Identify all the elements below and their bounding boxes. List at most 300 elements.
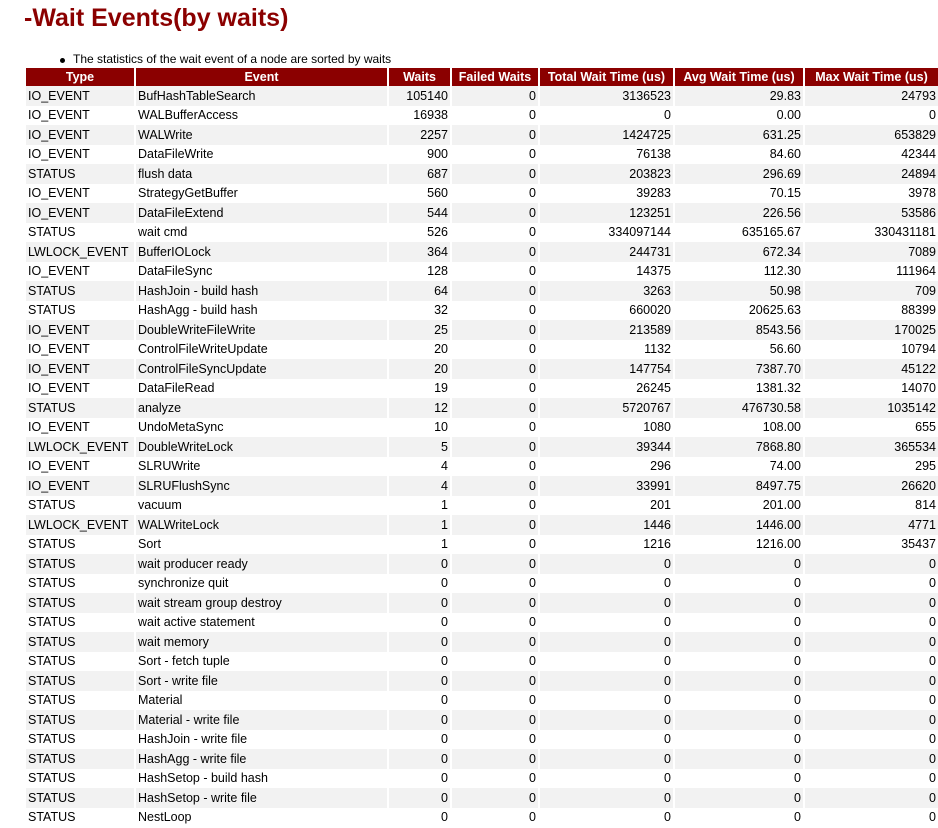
waits-cell: 32 <box>389 301 450 321</box>
description-list <box>58 52 391 66</box>
failed-waits-cell: 0 <box>452 808 538 828</box>
failed-waits-cell: 0 <box>452 437 538 457</box>
total-wait-time-cell: 0 <box>540 808 673 828</box>
event-cell: HashSetop - build hash <box>136 769 387 789</box>
waits-cell: 900 <box>389 145 450 165</box>
event-cell: Sort <box>136 535 387 555</box>
avg-wait-time-cell: 0 <box>675 710 803 730</box>
type-cell: STATUS <box>26 554 134 574</box>
total-wait-time-cell: 0 <box>540 613 673 633</box>
failed-waits-cell: 0 <box>452 106 538 126</box>
event-cell: SLRUFlushSync <box>136 476 387 496</box>
max-wait-time-cell: 814 <box>805 496 938 516</box>
avg-wait-time-cell: 0 <box>675 808 803 828</box>
avg-wait-time-cell: 70.15 <box>675 184 803 204</box>
max-wait-time-cell: 88399 <box>805 301 938 321</box>
event-cell: DoubleWriteLock <box>136 437 387 457</box>
total-wait-time-cell: 0 <box>540 730 673 750</box>
waits-cell: 20 <box>389 359 450 379</box>
failed-waits-cell: 0 <box>452 769 538 789</box>
type-cell: IO_EVENT <box>26 106 134 126</box>
event-cell: WALWriteLock <box>136 515 387 535</box>
total-wait-time-cell: 147754 <box>540 359 673 379</box>
avg-wait-time-cell: 1381.32 <box>675 379 803 399</box>
type-cell: STATUS <box>26 223 134 243</box>
waits-cell: 105140 <box>389 86 450 106</box>
type-cell: IO_EVENT <box>26 359 134 379</box>
event-cell: ControlFileWriteUpdate <box>136 340 387 360</box>
failed-waits-cell: 0 <box>452 632 538 652</box>
type-cell: STATUS <box>26 730 134 750</box>
waits-cell: 526 <box>389 223 450 243</box>
type-cell: STATUS <box>26 496 134 516</box>
failed-waits-cell: 0 <box>452 164 538 184</box>
avg-wait-time-cell: 226.56 <box>675 203 803 223</box>
table-row <box>26 457 938 477</box>
event-cell: wait producer ready <box>136 554 387 574</box>
type-cell: STATUS <box>26 613 134 633</box>
failed-waits-cell: 0 <box>452 320 538 340</box>
waits-cell: 544 <box>389 203 450 223</box>
event-cell: HashJoin - build hash <box>136 281 387 301</box>
total-wait-time-cell: 0 <box>540 671 673 691</box>
failed-waits-cell: 0 <box>452 145 538 165</box>
waits-cell: 1 <box>389 515 450 535</box>
waits-cell: 0 <box>389 652 450 672</box>
event-cell: DataFileRead <box>136 379 387 399</box>
max-wait-time-cell: 26620 <box>805 476 938 496</box>
type-cell: STATUS <box>26 749 134 769</box>
event-cell: HashSetop - write file <box>136 788 387 808</box>
waits-cell: 12 <box>389 398 450 418</box>
table-row <box>26 359 938 379</box>
failed-waits-cell: 0 <box>452 457 538 477</box>
max-wait-time-cell: 111964 <box>805 262 938 282</box>
type-cell: IO_EVENT <box>26 418 134 438</box>
table-row <box>26 203 938 223</box>
table-row <box>26 164 938 184</box>
avg-wait-time-cell: 0 <box>675 554 803 574</box>
event-cell: DataFileExtend <box>136 203 387 223</box>
total-wait-time-cell: 1080 <box>540 418 673 438</box>
table-row <box>26 769 938 789</box>
table-row <box>26 788 938 808</box>
total-wait-time-cell: 1132 <box>540 340 673 360</box>
total-wait-time-cell: 76138 <box>540 145 673 165</box>
event-cell: WALWrite <box>136 125 387 145</box>
table-row <box>26 671 938 691</box>
total-wait-time-cell: 0 <box>540 574 673 594</box>
table-row <box>26 613 938 633</box>
failed-waits-cell: 0 <box>452 593 538 613</box>
max-wait-time-cell: 0 <box>805 554 938 574</box>
table-row <box>26 379 938 399</box>
total-wait-time-cell: 123251 <box>540 203 673 223</box>
avg-wait-time-cell: 74.00 <box>675 457 803 477</box>
total-wait-time-cell: 0 <box>540 593 673 613</box>
total-wait-time-cell: 1216 <box>540 535 673 555</box>
type-cell: LWLOCK_EVENT <box>26 242 134 262</box>
total-wait-time-cell: 26245 <box>540 379 673 399</box>
failed-waits-cell: 0 <box>452 652 538 672</box>
max-wait-time-cell: 0 <box>805 788 938 808</box>
waits-cell: 0 <box>389 749 450 769</box>
type-cell: STATUS <box>26 671 134 691</box>
waits-cell: 10 <box>389 418 450 438</box>
total-wait-time-cell: 201 <box>540 496 673 516</box>
type-cell: STATUS <box>26 398 134 418</box>
failed-waits-cell: 0 <box>452 476 538 496</box>
description-item: The statistics of the wait event of a node are sorted by waits <box>58 52 391 66</box>
type-cell: STATUS <box>26 574 134 594</box>
table-row <box>26 710 938 730</box>
page-title: -Wait Events(by waits) <box>24 4 289 32</box>
event-cell: DataFileWrite <box>136 145 387 165</box>
max-wait-time-cell: 0 <box>805 106 938 126</box>
table-row <box>26 749 938 769</box>
waits-cell: 0 <box>389 808 450 828</box>
event-cell: HashJoin - write file <box>136 730 387 750</box>
type-cell: IO_EVENT <box>26 476 134 496</box>
event-cell: Sort - fetch tuple <box>136 652 387 672</box>
table-row <box>26 554 938 574</box>
column-header-event: Event <box>136 68 387 86</box>
failed-waits-cell: 0 <box>452 496 538 516</box>
total-wait-time-cell: 5720767 <box>540 398 673 418</box>
avg-wait-time-cell: 0 <box>675 691 803 711</box>
total-wait-time-cell: 39344 <box>540 437 673 457</box>
failed-waits-cell: 0 <box>452 613 538 633</box>
failed-waits-cell: 0 <box>452 379 538 399</box>
failed-waits-cell: 0 <box>452 398 538 418</box>
failed-waits-cell: 0 <box>452 788 538 808</box>
avg-wait-time-cell: 84.60 <box>675 145 803 165</box>
failed-waits-cell: 0 <box>452 554 538 574</box>
table-row <box>26 340 938 360</box>
failed-waits-cell: 0 <box>452 671 538 691</box>
avg-wait-time-cell: 0.00 <box>675 106 803 126</box>
table-row <box>26 418 938 438</box>
max-wait-time-cell: 655 <box>805 418 938 438</box>
event-cell: vacuum <box>136 496 387 516</box>
avg-wait-time-cell: 1446.00 <box>675 515 803 535</box>
event-cell: DataFileSync <box>136 262 387 282</box>
total-wait-time-cell: 334097144 <box>540 223 673 243</box>
max-wait-time-cell: 45122 <box>805 359 938 379</box>
waits-cell: 0 <box>389 671 450 691</box>
failed-waits-cell: 0 <box>452 418 538 438</box>
type-cell: IO_EVENT <box>26 86 134 106</box>
failed-waits-cell: 0 <box>452 301 538 321</box>
table-row <box>26 476 938 496</box>
max-wait-time-cell: 0 <box>805 574 938 594</box>
event-cell: Material - write file <box>136 710 387 730</box>
avg-wait-time-cell: 201.00 <box>675 496 803 516</box>
waits-cell: 0 <box>389 593 450 613</box>
table-row <box>26 632 938 652</box>
waits-cell: 4 <box>389 457 450 477</box>
avg-wait-time-cell: 7387.70 <box>675 359 803 379</box>
max-wait-time-cell: 330431181 <box>805 223 938 243</box>
max-wait-time-cell: 0 <box>805 769 938 789</box>
waits-cell: 0 <box>389 574 450 594</box>
event-cell: SLRUWrite <box>136 457 387 477</box>
table-body <box>26 86 938 827</box>
table-row <box>26 242 938 262</box>
table-row <box>26 301 938 321</box>
type-cell: IO_EVENT <box>26 379 134 399</box>
failed-waits-cell: 0 <box>452 340 538 360</box>
type-cell: STATUS <box>26 301 134 321</box>
column-header-avg-wait-time: Avg Wait Time (us) <box>675 68 803 86</box>
type-cell: IO_EVENT <box>26 457 134 477</box>
type-cell: STATUS <box>26 535 134 555</box>
total-wait-time-cell: 0 <box>540 652 673 672</box>
type-cell: STATUS <box>26 652 134 672</box>
avg-wait-time-cell: 0 <box>675 593 803 613</box>
max-wait-time-cell: 14070 <box>805 379 938 399</box>
avg-wait-time-cell: 0 <box>675 749 803 769</box>
waits-cell: 0 <box>389 613 450 633</box>
avg-wait-time-cell: 0 <box>675 613 803 633</box>
waits-cell: 687 <box>389 164 450 184</box>
waits-cell: 1 <box>389 496 450 516</box>
avg-wait-time-cell: 631.25 <box>675 125 803 145</box>
waits-cell: 0 <box>389 632 450 652</box>
table-row <box>26 496 938 516</box>
waits-cell: 0 <box>389 730 450 750</box>
table-row <box>26 125 938 145</box>
avg-wait-time-cell: 476730.58 <box>675 398 803 418</box>
avg-wait-time-cell: 0 <box>675 632 803 652</box>
type-cell: STATUS <box>26 788 134 808</box>
event-cell: HashAgg - build hash <box>136 301 387 321</box>
type-cell: STATUS <box>26 164 134 184</box>
type-cell: STATUS <box>26 632 134 652</box>
event-cell: wait memory <box>136 632 387 652</box>
max-wait-time-cell: 3978 <box>805 184 938 204</box>
max-wait-time-cell: 0 <box>805 613 938 633</box>
table-row <box>26 106 938 126</box>
type-cell: IO_EVENT <box>26 262 134 282</box>
failed-waits-cell: 0 <box>452 223 538 243</box>
waits-cell: 0 <box>389 554 450 574</box>
column-header-failed-waits: Failed Waits <box>452 68 538 86</box>
type-cell: IO_EVENT <box>26 203 134 223</box>
total-wait-time-cell: 33991 <box>540 476 673 496</box>
table-row <box>26 652 938 672</box>
total-wait-time-cell: 0 <box>540 710 673 730</box>
waits-cell: 19 <box>389 379 450 399</box>
total-wait-time-cell: 0 <box>540 769 673 789</box>
waits-cell: 4 <box>389 476 450 496</box>
total-wait-time-cell: 1446 <box>540 515 673 535</box>
type-cell: STATUS <box>26 691 134 711</box>
max-wait-time-cell: 170025 <box>805 320 938 340</box>
table-row <box>26 281 938 301</box>
waits-cell: 25 <box>389 320 450 340</box>
avg-wait-time-cell: 0 <box>675 730 803 750</box>
type-cell: IO_EVENT <box>26 320 134 340</box>
event-cell: synchronize quit <box>136 574 387 594</box>
total-wait-time-cell: 3136523 <box>540 86 673 106</box>
max-wait-time-cell: 0 <box>805 730 938 750</box>
table-row <box>26 398 938 418</box>
max-wait-time-cell: 0 <box>805 808 938 828</box>
type-cell: IO_EVENT <box>26 145 134 165</box>
column-header-total-wait-time: Total Wait Time (us) <box>540 68 673 86</box>
total-wait-time-cell: 0 <box>540 788 673 808</box>
max-wait-time-cell: 0 <box>805 710 938 730</box>
max-wait-time-cell: 42344 <box>805 145 938 165</box>
failed-waits-cell: 0 <box>452 730 538 750</box>
avg-wait-time-cell: 296.69 <box>675 164 803 184</box>
failed-waits-cell: 0 <box>452 691 538 711</box>
total-wait-time-cell: 660020 <box>540 301 673 321</box>
table-row <box>26 145 938 165</box>
failed-waits-cell: 0 <box>452 262 538 282</box>
failed-waits-cell: 0 <box>452 86 538 106</box>
type-cell: IO_EVENT <box>26 125 134 145</box>
column-header-max-wait-time: Max Wait Time (us) <box>805 68 938 86</box>
total-wait-time-cell: 0 <box>540 691 673 711</box>
waits-cell: 0 <box>389 691 450 711</box>
avg-wait-time-cell: 635165.67 <box>675 223 803 243</box>
max-wait-time-cell: 10794 <box>805 340 938 360</box>
table-row <box>26 86 938 106</box>
type-cell: LWLOCK_EVENT <box>26 515 134 535</box>
type-cell: STATUS <box>26 593 134 613</box>
failed-waits-cell: 0 <box>452 125 538 145</box>
failed-waits-cell: 0 <box>452 535 538 555</box>
failed-waits-cell: 0 <box>452 281 538 301</box>
max-wait-time-cell: 1035142 <box>805 398 938 418</box>
failed-waits-cell: 0 <box>452 710 538 730</box>
total-wait-time-cell: 0 <box>540 554 673 574</box>
max-wait-time-cell: 0 <box>805 632 938 652</box>
max-wait-time-cell: 0 <box>805 593 938 613</box>
avg-wait-time-cell: 8543.56 <box>675 320 803 340</box>
event-cell: Material <box>136 691 387 711</box>
table-row <box>26 535 938 555</box>
total-wait-time-cell: 203823 <box>540 164 673 184</box>
type-cell: IO_EVENT <box>26 340 134 360</box>
total-wait-time-cell: 0 <box>540 632 673 652</box>
max-wait-time-cell: 53586 <box>805 203 938 223</box>
max-wait-time-cell: 295 <box>805 457 938 477</box>
avg-wait-time-cell: 7868.80 <box>675 437 803 457</box>
total-wait-time-cell: 296 <box>540 457 673 477</box>
waits-cell: 364 <box>389 242 450 262</box>
column-header-type: Type <box>26 68 134 86</box>
event-cell: Sort - write file <box>136 671 387 691</box>
table-row <box>26 320 938 340</box>
failed-waits-cell: 0 <box>452 574 538 594</box>
waits-cell: 16938 <box>389 106 450 126</box>
waits-cell: 0 <box>389 710 450 730</box>
total-wait-time-cell: 39283 <box>540 184 673 204</box>
table-row <box>26 730 938 750</box>
avg-wait-time-cell: 8497.75 <box>675 476 803 496</box>
table-row <box>26 262 938 282</box>
table-row <box>26 593 938 613</box>
event-cell: BufferIOLock <box>136 242 387 262</box>
waits-cell: 0 <box>389 769 450 789</box>
max-wait-time-cell: 4771 <box>805 515 938 535</box>
waits-cell: 128 <box>389 262 450 282</box>
table-row <box>26 808 938 828</box>
waits-cell: 64 <box>389 281 450 301</box>
avg-wait-time-cell: 0 <box>675 652 803 672</box>
type-cell: IO_EVENT <box>26 184 134 204</box>
event-cell: WALBufferAccess <box>136 106 387 126</box>
event-cell: analyze <box>136 398 387 418</box>
max-wait-time-cell: 0 <box>805 671 938 691</box>
avg-wait-time-cell: 0 <box>675 788 803 808</box>
max-wait-time-cell: 7089 <box>805 242 938 262</box>
wait-events-table <box>24 68 938 827</box>
total-wait-time-cell: 244731 <box>540 242 673 262</box>
event-cell: wait stream group destroy <box>136 593 387 613</box>
avg-wait-time-cell: 0 <box>675 671 803 691</box>
type-cell: STATUS <box>26 710 134 730</box>
total-wait-time-cell: 14375 <box>540 262 673 282</box>
max-wait-time-cell: 35437 <box>805 535 938 555</box>
type-cell: LWLOCK_EVENT <box>26 437 134 457</box>
max-wait-time-cell: 365534 <box>805 437 938 457</box>
event-cell: NestLoop <box>136 808 387 828</box>
event-cell: DoubleWriteFileWrite <box>136 320 387 340</box>
table-row <box>26 574 938 594</box>
avg-wait-time-cell: 672.34 <box>675 242 803 262</box>
max-wait-time-cell: 653829 <box>805 125 938 145</box>
max-wait-time-cell: 0 <box>805 691 938 711</box>
event-cell: BufHashTableSearch <box>136 86 387 106</box>
event-cell: HashAgg - write file <box>136 749 387 769</box>
event-cell: ControlFileSyncUpdate <box>136 359 387 379</box>
failed-waits-cell: 0 <box>452 515 538 535</box>
type-cell: STATUS <box>26 808 134 828</box>
avg-wait-time-cell: 112.30 <box>675 262 803 282</box>
total-wait-time-cell: 0 <box>540 749 673 769</box>
waits-cell: 560 <box>389 184 450 204</box>
table-row <box>26 691 938 711</box>
event-cell: StrategyGetBuffer <box>136 184 387 204</box>
avg-wait-time-cell: 29.83 <box>675 86 803 106</box>
table-row <box>26 184 938 204</box>
waits-cell: 2257 <box>389 125 450 145</box>
max-wait-time-cell: 24793 <box>805 86 938 106</box>
event-cell: flush data <box>136 164 387 184</box>
avg-wait-time-cell: 0 <box>675 574 803 594</box>
avg-wait-time-cell: 50.98 <box>675 281 803 301</box>
table-row <box>26 223 938 243</box>
total-wait-time-cell: 0 <box>540 106 673 126</box>
failed-waits-cell: 0 <box>452 203 538 223</box>
event-cell: UndoMetaSync <box>136 418 387 438</box>
total-wait-time-cell: 1424725 <box>540 125 673 145</box>
event-cell: wait cmd <box>136 223 387 243</box>
table-row <box>26 515 938 535</box>
event-cell: wait active statement <box>136 613 387 633</box>
failed-waits-cell: 0 <box>452 242 538 262</box>
failed-waits-cell: 0 <box>452 184 538 204</box>
waits-cell: 1 <box>389 535 450 555</box>
max-wait-time-cell: 0 <box>805 652 938 672</box>
waits-cell: 0 <box>389 788 450 808</box>
avg-wait-time-cell: 108.00 <box>675 418 803 438</box>
max-wait-time-cell: 24894 <box>805 164 938 184</box>
